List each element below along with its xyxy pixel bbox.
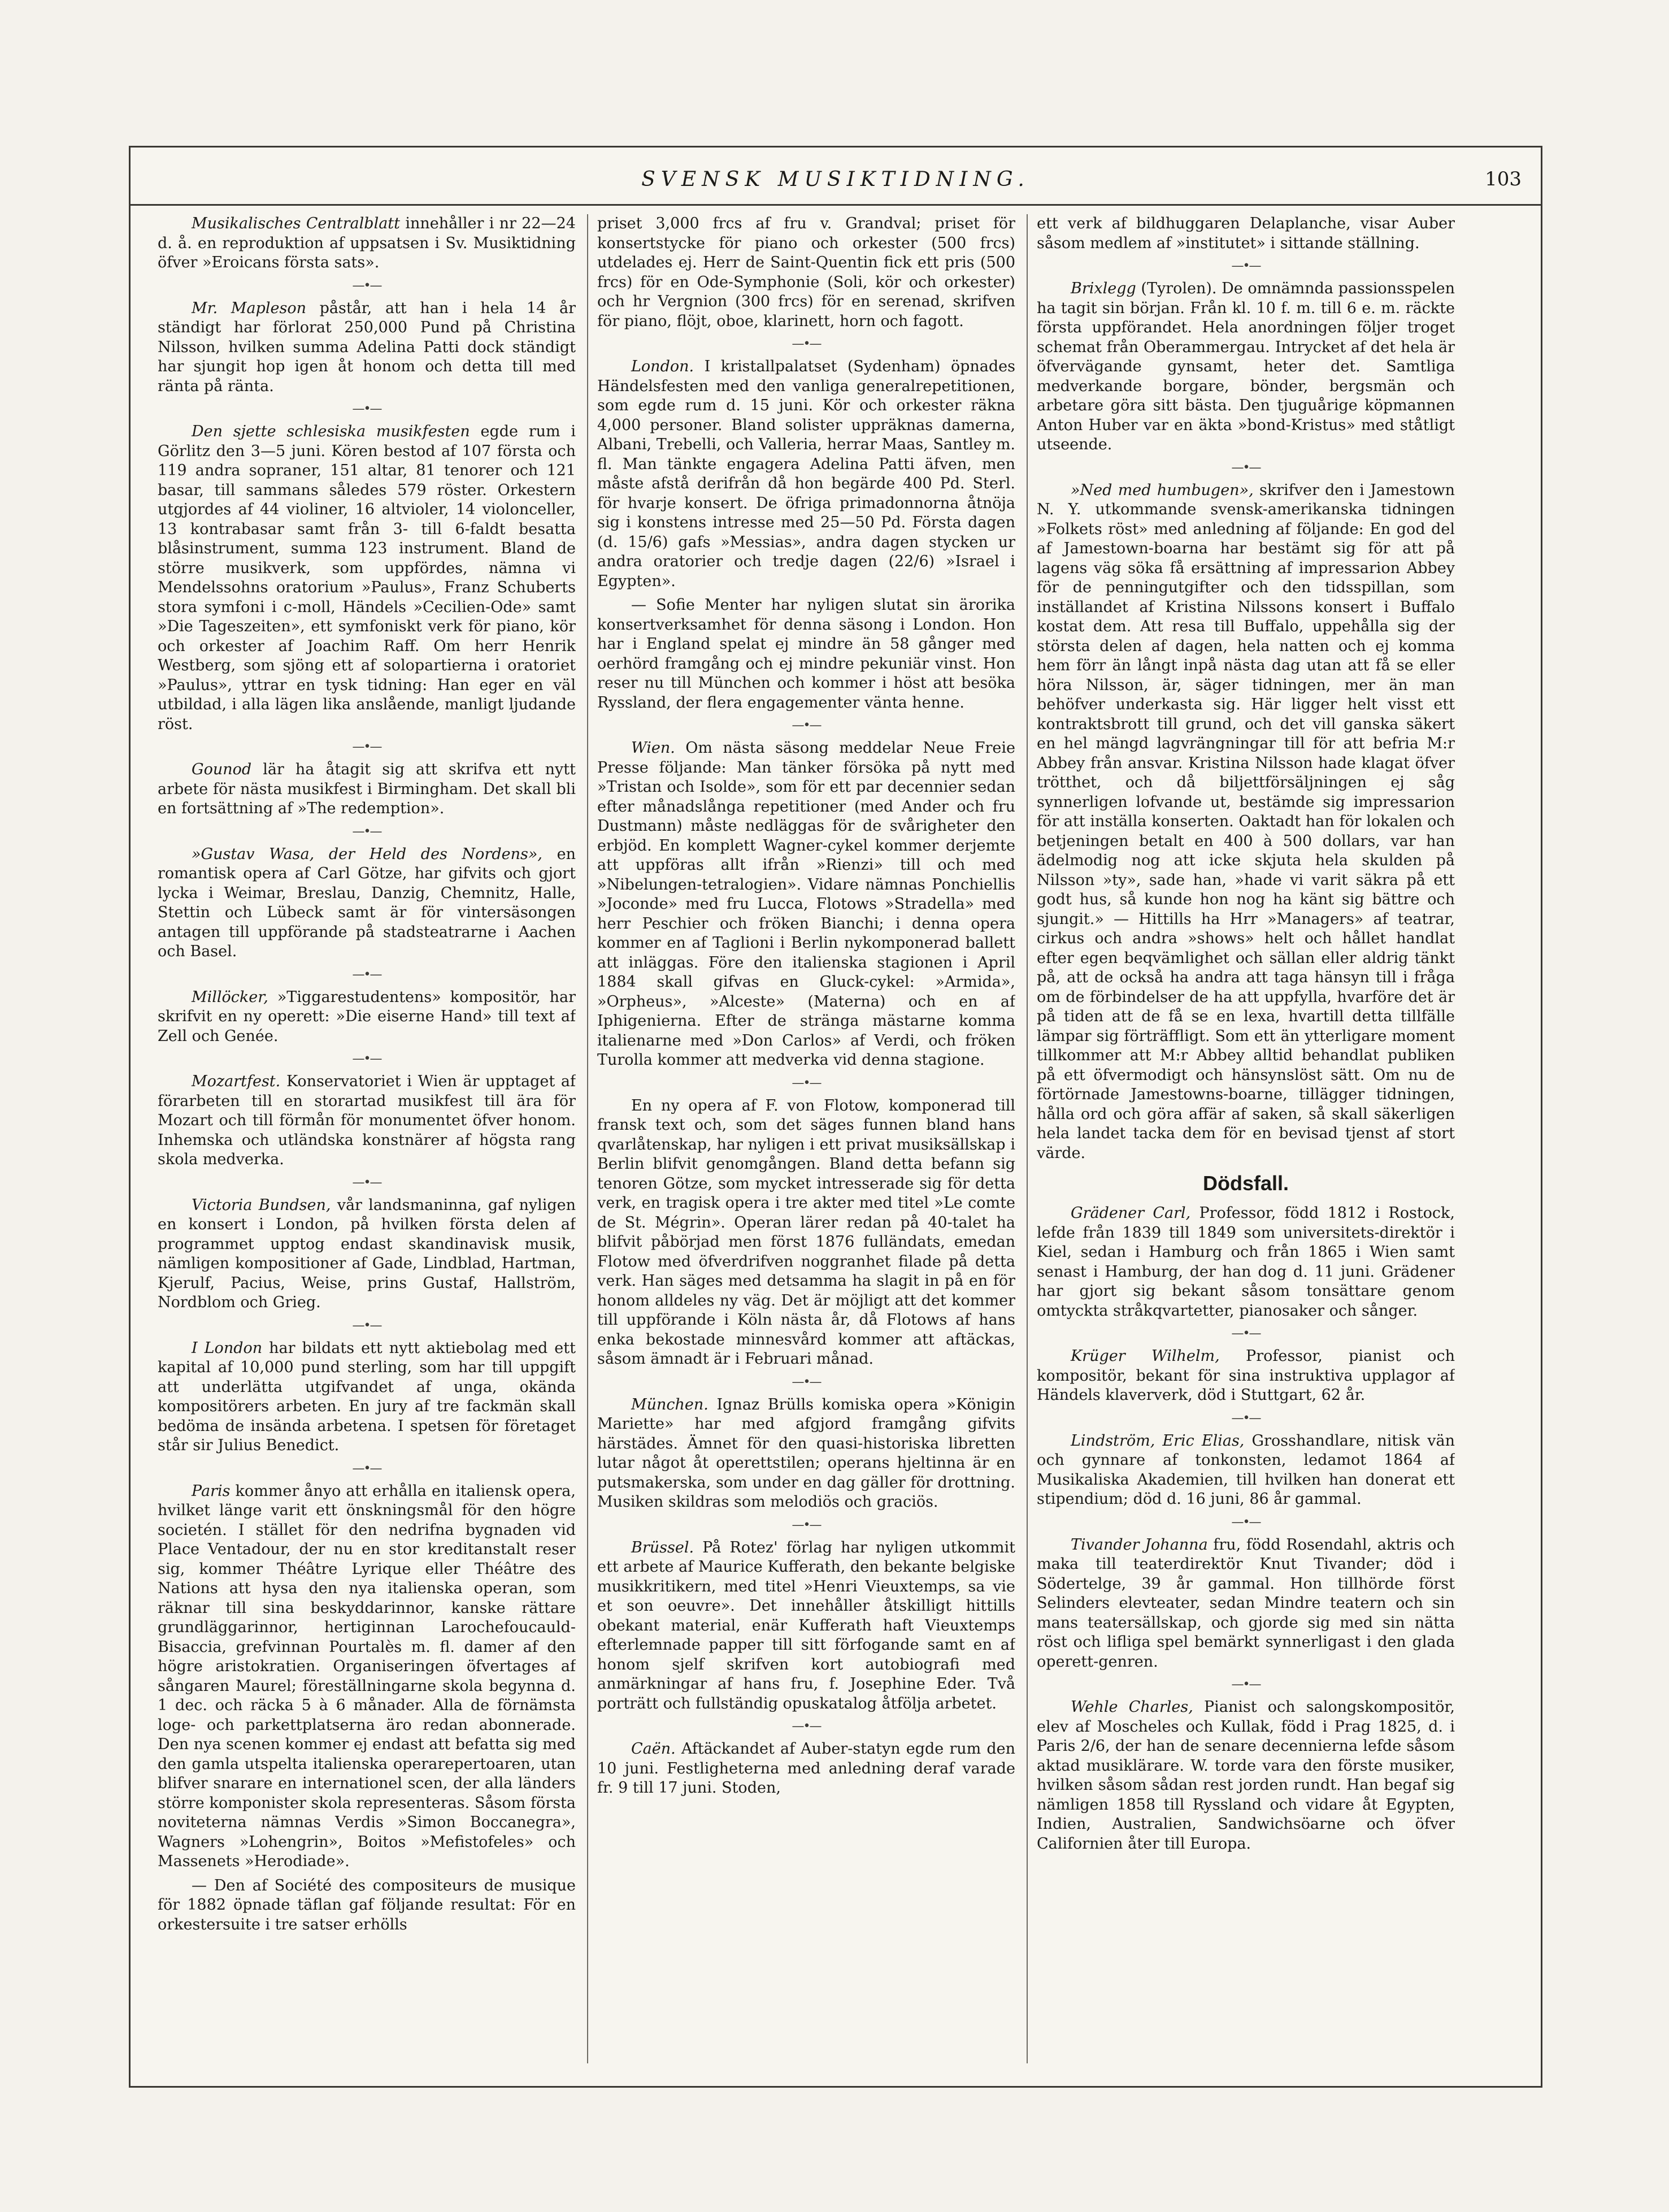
article-separator: —•—	[1231, 460, 1261, 475]
article-lead: München.	[631, 1395, 709, 1413]
article-lead: Brixlegg	[1071, 280, 1136, 297]
article-lead: »Ned med humbugen»,	[1071, 481, 1254, 499]
article-separator: —•—	[352, 824, 381, 839]
article-separator: —•—	[352, 740, 381, 754]
article-separator: —•—	[352, 1052, 381, 1066]
article-lead: Den sjette schlesiska musikfesten	[192, 423, 470, 440]
article-separator: —•—	[352, 1175, 381, 1190]
article-paragraph	[1037, 1347, 1455, 1406]
article-body: I kristallpalatset (Sydenham) öpnades Händelsfesten med den vanliga generalrepetitionen, som egde rum d. 15 juni. Kör och orkester räkna 4,000 personer. Bland solister uppräknas damerna, Albani, Trebelli, och Valleria, herrar Maas, Santley m. fl. Man tänkte engagera Adelina Patti äfven, men måste afstå derifrån då hon begärde 400 Pd. Sterl. för hvarje konsert. De öfriga primadonnorna åtnöja sig i konstens intresse med 25—50 Pd. Första dagen (d. 15/6) gafs »Messias», andra dagen stycken ur andra oratorier och tredje dagen (22/6) »Israel i Egypten».	[597, 358, 1015, 590]
page-number: 103	[1485, 168, 1522, 190]
article-lead: Wien.	[631, 739, 675, 757]
article-lead: Musikalisches Centralblatt	[192, 215, 401, 232]
article-paragraph	[597, 1740, 1015, 1798]
article-lead: I London	[192, 1339, 263, 1357]
article-body: egde rum i Görlitz den 3—5 juni. Kören bestod af 107 första och 119 andra sopraner, 151 altar, 81 tenorer och 121 basar, till sammans således 579 röster. Orkestern utgjordes af 44 violiner, 16 altvioler, 14 violonceller, 13 kontrabasar samt från 3- till 6-faldt besatta blåsinstrument, summa 123 instrument. Bland de större musikverk, som uppfördes, nämna vi Mendelssohns oratorium »Paulus», Franz Schuberts stora symfoni i c-moll, Händels »Cecilien-Ode» samt »Die Tageszeiten», ett symfoniskt verk för piano, kör och orkester af Joachim Raff. Om herr Henrik Westberg, som sjöng ett af solopartierna i oratoriet »Paulus», yttrar en tysk tidning: Han eger en väl utbildad, i alla lägen lika anslående, manligt ljudande röst.	[158, 423, 576, 733]
article-body: påstår, att han i hela 14 år ständigt har förlorat 250,000 Pund på Christina Nilsson, hvilken summa Adelina Patti dock ständigt har sjungit hop igen åt honom och detta till med ränta på ränta.	[158, 299, 576, 395]
article-paragraph	[158, 1339, 576, 1456]
publication-title: SVENSK MUSIKTIDNING.	[641, 168, 1030, 191]
article-paragraph	[158, 988, 576, 1047]
article-paragraph	[158, 422, 576, 734]
article-paragraph	[597, 596, 1015, 713]
article-paragraph	[158, 1482, 576, 1872]
article-separator: —•—	[1231, 1515, 1261, 1529]
article-lead: Lindström, Eric Elias,	[1071, 1432, 1245, 1450]
article-separator: —•—	[352, 967, 381, 982]
article-body: På Rotez' förlag har nyligen utkommit ett arbete af Maurice Kufferath, den bekante belgiske musikkritikern, med titel »Henri Vieuxtemps, sa vie et son oeuvre». Det innehåller åtskilligt hittills obekant material, enär Kufferath haft Vieuxtemps efterlemnade papper till sitt förfogande samt en af honom sjelf skrifven kort autobiografi med anmärkningar af hans fru, f. Josephine Eder. Två porträtt och fullständig opuskatalog åtfölja arbetet.	[597, 1538, 1015, 1712]
newspaper-page	[129, 146, 1542, 2088]
article-body: Professor, född 1812 i Rostock, lefde från 1839 till 1849 som universitets-direktör i Kiel, sedan i Hamburg och från 1865 i Wien samt senast i Hamburg, der han dog d. 11 juni. Grädener har gjort sig bekant såsom tonsättare genom omtyckta stråkqvartetter, pianosaker och sånger.	[1037, 1204, 1455, 1320]
article-lead: Gounod	[192, 761, 252, 778]
article-body: kommer ånyo att erhålla en italiensk opera, hvilket länge varit ett önskningsmål för den högre societén. I stället för den nedrifna bygnaden vid Place Ventadour, der nu en stor kreditanstalt reser sig, kommer Théâtre Lyrique eller Théâtre des Nations att hysa den nya italienska operan, som räknar till sina beskyddarinnor, kanske rättare grundläggarinnor, hertiginnan Larochefoucauld-Bisaccia, grefvinnan Pourtalès m. fl. damer af den högre aristokratien. Organiseringen öfvertages af sångaren Maurel; föreställningarne skola begynna d. 1 dec. och räcka 5 à 6 månader. Alla de förnämsta loge- och parkettplatserna äro redan abonnerade. Den nya scenen kommer ej endast att befatta sig med den gamla utspelta italienska operarepertoaren, utan blifver snarare en internationel scen, der alla länders större komponister skola representeras. Såsom första noviteterna nämnas Verdis »Simon Boccanegra», Wagners »Lohengrin», Boitos »Mefistofeles» och Massenets »Herodiade».	[158, 1482, 576, 1870]
article-separator: —•—	[792, 1374, 821, 1389]
article-separator: —•—	[792, 1075, 821, 1090]
article-lead: Mozartfest.	[192, 1073, 281, 1090]
article-lead: Brüssel.	[631, 1538, 694, 1556]
article-paragraph	[1037, 1698, 1455, 1854]
article-separator: —•—	[352, 1318, 381, 1333]
article-lead: Caën.	[631, 1740, 676, 1758]
article-lead: Mr. Mapleson	[192, 299, 306, 317]
column-rule	[587, 214, 588, 2063]
article-paragraph	[597, 1395, 1015, 1512]
article-lead: Millöcker,	[192, 988, 268, 1006]
article-body: Om nästa säsong meddelar Neue Freie Presse följande: Man tänker försöka på nytt med »Tristan och Isolde», som för ett par decennier sedan efter månadslånga repetitioner (med Ander och fru Dustmann) måste nedläggas för de svårigheter den erbjöd. En komplett Wagner-cykel kommer derjemte att uppföras allt ifrån »Rienzi» till och med »Nibelungen-tetralogien». Vidare nämnas Ponchiellis »Joconde» med fru Lucca, Flotows »Stradella» med herr Peschier och fröken Bianchi; i denna opera kommer en af Taglioni i Berlin nykomponerad ballett att inläggas. Före den italienska stagionen i April 1884 skall gifvas en Gluck-cykel: »Armida», »Orpheus», »Alceste» (Materna) och en af Iphigenierna. Efter de stränga mästarne komma italienarne med »Don Carlos» af Verdi, och fröken Turolla kommer att medverka vid denna stagione.	[597, 739, 1015, 1069]
article-lead: Grädener Carl,	[1071, 1204, 1191, 1222]
article-separator: —•—	[1231, 1326, 1261, 1341]
article-paragraph	[1037, 481, 1455, 1164]
article-separator: —•—	[792, 1719, 821, 1733]
article-body: ett verk af bildhuggaren Delaplanche, visar Auber såsom medlem af »institutet» i sittande ställning.	[1037, 215, 1455, 252]
article-lead: Krüger Wilhelm,	[1071, 1347, 1220, 1365]
article-body: en romantisk opera af Carl Götze, har gifvits och gjort lycka i Weimar, Breslau, Danzig, Chemnitz, Halle, Stettin och Lübeck samt är för vintersäsongen antagen till uppförande på stadsteatrarne i Aachen och Basel.	[158, 845, 576, 960]
article-body: — Sofie Menter har nyligen slutat sin ärorika konsertverksamhet för denna säsong i London. Hon har i England spelat ej mindre än 58 gånger med oerhörd framgång och ej mindre pekuniär vinst. Hon reser nu till München och kommer i höst att besöka Ryssland, der flera engagementer vänta henne.	[597, 596, 1015, 712]
article-paragraph	[597, 1096, 1015, 1369]
text-column-1	[158, 214, 576, 2063]
article-paragraph	[158, 1876, 576, 1935]
page-header	[131, 148, 1541, 210]
article-paragraph	[597, 214, 1015, 331]
section-heading: Dödsfall.	[1202, 1172, 1289, 1195]
text-column-2	[597, 214, 1015, 2063]
article-body: »Tiggarestudentens» kompositör, har skrifvit en ny operett: »Die eiserne Hand» till text af Zell och Genée.	[158, 988, 576, 1045]
article-separator: —•—	[1231, 1411, 1261, 1425]
article-paragraph	[158, 845, 576, 962]
article-lead: Paris	[192, 1482, 231, 1500]
article-paragraph	[597, 739, 1015, 1070]
article-body: fru, född Rosendahl, aktris och maka till teaterdirektör Knut Tivander; död i Södertelge, 39 år gammal. Hon tillhörde först Selinders elevteater, sedan Mindre teatern och sin mans teatersällskap, och gjorde sig med sin nätta röst och lifliga spel bemärkt synnerligast i den glada operett-genren.	[1037, 1536, 1455, 1671]
article-separator: —•—	[352, 278, 381, 293]
header-rule	[131, 204, 1541, 206]
article-lead: Tivander Johanna	[1071, 1536, 1208, 1554]
article-body: lär ha åtagit sig att skrifva ett nytt arbete för nästa musikfest i Birmingham. Det skall bli en fortsättning af »The redemption».	[158, 761, 576, 817]
article-body: Ignaz Brülls komiska opera »Königin Mariette» har med afgjord framgång gifvits härstädes. Ämnet för den quasi-historiska libretten lutar något åt operettstilen; operans hjeltinna är en putsmakerska, som under en dag gäller för drottning. Musiken skildras som melodiös och graciös.	[597, 1395, 1015, 1511]
article-paragraph	[158, 1072, 576, 1170]
article-body: skrifver den i Jamestown N. Y. utkommande svensk-amerikanska tidningen »Folkets röst» med anledning af följande: En god del af Jamestown-boarna har bestämt sig för att på lagens väg söka få ersättning af impressarion Abbey för de penningutgifter och den tidsspillan, som inställandet af Kristina Nilssons konsert i Buffalo kostat dem. Att resa till Buffalo, uppehålla sig der största delen af dagen, hela natten och ej komma hem förr än långt inpå nästa dag utan att få se eller höra Nilsson, är, säger tidningen, mer än man behöfver underkasta sig. Här ligger helt visst ett kontraktsbrott till grund, och det vill ganska säkert en hel mängd lagvrängningar till för att befria M:r Abbey från ansvar. Kristina Nilsson hade klagat öfver trötthet, och då biljettförsäljningen ej såg synnerligen lofvande ut, bestämde sig impressarion för att inställa konserten. Oaktadt han för lokalen och betjeningen betalt en 400 à 500 dollars, var han ädelmodig nog att icke skjuta hela skulden på Nilsson »ty», sade han, »hade vi varit säkra på ett godt hus, så kunde hon nog ha känt sig bättre och sjungit.» — Hittills ha Hrr »Managers» af teatrar, cirkus och andra »shows» helt och hållet handlat efter egen beqvämlighet och sällan eller aldrig tänkt på, att de också ha andra att taga hänsyn till i fråga om de förbindelser de ha att uppfylla, hvarföre det är på tiden att de få se en lexa, hvartill detta tillfälle lämpar sig förträffligt. Som ett än ytterligare moment tillkommer att M:r Abbey alltid behandlat publiken på ett öfvermodigt och hänsynslöst sätt. Om nu de förtörnade Jamestowns-boarne, tillägger tidningen, hålla ord och göra affär af saken, så skall säkerligen hela landet tacka dem för en bevisad tjenst af stort värde.	[1037, 481, 1455, 1162]
article-paragraph	[1037, 279, 1455, 455]
article-lead: Wehle Charles,	[1071, 1698, 1193, 1716]
article-paragraph	[158, 214, 576, 273]
article-paragraph	[158, 1196, 576, 1313]
article-paragraph	[597, 357, 1015, 591]
article-body: Pianist och salongskompositör, elev af Moscheles och Kullak, född i Prag 1825, d. i Paris 2/6, der han de senare decennierna lefde såsom aktad musiklärare. W. torde vara den förste musiker, hvilken såsom sådan rest jorden rundt. Han begaf sig nämligen 1858 till Ryssland och vidare åt Egypten, Indien, Australien, Sandwichsöarne och öfver Californien åter till Europa.	[1037, 1698, 1455, 1853]
article-body: (Tyrolen). De omnämnda passionsspelen ha tagit sin början. Från kl. 10 f. m. till 6 e. m. räckte första uppförandet. Hela anordningen följer troget schemat från Oberammergau. Intrycket af det hela är öfvervägande gynsamt, heter det. Samtliga medverkande borgare, bönder, bergsmän och arbetare göra sitt bästa. Den tjuguårige köpmannen Anton Huber var en äkta »bond-Kristus» med ståtligt utseende.	[1037, 280, 1455, 453]
article-paragraph	[158, 299, 576, 397]
article-body: Professor, pianist och kompositör, bekant för sina instruktiva upplagor af Händels klaververk, död i Stuttgart, 62 år.	[1037, 1347, 1455, 1404]
article-paragraph	[1037, 1536, 1455, 1672]
article-separator: —•—	[352, 402, 381, 416]
article-separator: —•—	[1231, 259, 1261, 273]
article-lead: »Gustav Wasa, der Held des Nordens»,	[192, 845, 542, 863]
article-body: priset 3,000 frcs af fru v. Grandval; priset för konsertstycke för piano och orkester (500 frcs) utdelades ej. Herr de Saint-Quentin fick ett pris (500 frcs) för en Ode-Symphonie (Soli, kör och orkester) och hr Vergnion (300 frcs) för en serenad, skrifven för piano, flöjt, oboe, klarinett, horn och fagott.	[597, 215, 1015, 330]
article-body: har bildats ett nytt aktiebolag med ett kapital af 10,000 pund sterling, som har till uppgift att underlätta utgifvandet af unga, okända kompositörers arbeten. En jury af tre fackmän skall bedöma de insända arbetena. I spetsen för företaget står sir Julius Benedict.	[158, 1339, 576, 1454]
article-body: innehåller i nr 22—24 d. å. en reproduktion af uppsatsen i Sv. Musiktidning öfver »Eroicans första sats».	[158, 215, 576, 271]
article-separator: —•—	[352, 1461, 381, 1476]
article-separator: —•—	[792, 1517, 821, 1532]
article-lead: Victoria Bundsen,	[192, 1196, 331, 1214]
article-body: — Den af Société des compositeurs de musique för 1882 öpnade täflan gaf följande resultat: För en orkestersuite i tre satser erhölls	[158, 1876, 576, 1933]
article-separator: —•—	[1231, 1677, 1261, 1691]
article-paragraph	[1037, 1204, 1455, 1321]
article-separator: —•—	[792, 718, 821, 732]
article-body: Grosshandlare, nitisk vän och gynnare af tonkonsten, ledamot 1864 af Musikaliska Akademien, till hvilken han donerat ett stipendium; död d. 16 juni, 86 år gammal.	[1037, 1432, 1455, 1508]
column-rule	[1027, 214, 1028, 2063]
text-column-3	[1037, 214, 1455, 2063]
article-body: En ny opera af F. von Flotow, komponerad till fransk text och, som det säges funnen bland hans qvarlåtenskap, har nyligen i ett privat musiksällskap i Berlin blifvit genomgången. Bland detta befann sig tenoren Götze, som mycket intresserade sig för detta verk, en tragisk opera i tre akter med titel »Le comte de St. Mégrin». Operan lärer redan på 40-talet ha blifvit påbörjad men först 1876 fulländats, emedan Flotow med öfverdrifven noggranhet filade på detta verk. Han säges med detsamma ha slagit in på en för honom alldeles ny väg. Det är möjligt att det kommer till uppförande i Köln nästa år, då Flotows af hans enka bekostade minnesvård kommer att aftäckas, såsom ämnadt är i Februari månad.	[597, 1096, 1015, 1368]
article-body: Aftäckandet af Auber-statyn egde rum den 10 juni. Festligheterna med anledning deraf varade fr. 9 till 17 juni. Stoden,	[597, 1740, 1015, 1797]
article-body: vår landsmaninna, gaf nyligen en konsert i London, på hvilken första delen af programmet upptog endast skandinavisk musik, nämligen kompositioner af Gade, Lindblad, Hartman, Kjerulf, Pacius, Weise, prins Gustaf, Hallström, Nordblom och Grieg.	[158, 1196, 576, 1311]
article-body: Konservatoriet i Wien är upptaget af förarbeten till en storartad musikfest till ära för Mozart och till förmån för monumentet öfver honom. Inhemska och utländska konstnärer af högsta rang skola medverka.	[158, 1073, 576, 1168]
article-paragraph	[1037, 1432, 1455, 1510]
article-paragraph	[597, 1538, 1015, 1714]
article-lead: London.	[631, 358, 694, 375]
article-paragraph	[158, 760, 576, 819]
article-paragraph	[1037, 214, 1455, 253]
article-separator: —•—	[792, 337, 821, 351]
